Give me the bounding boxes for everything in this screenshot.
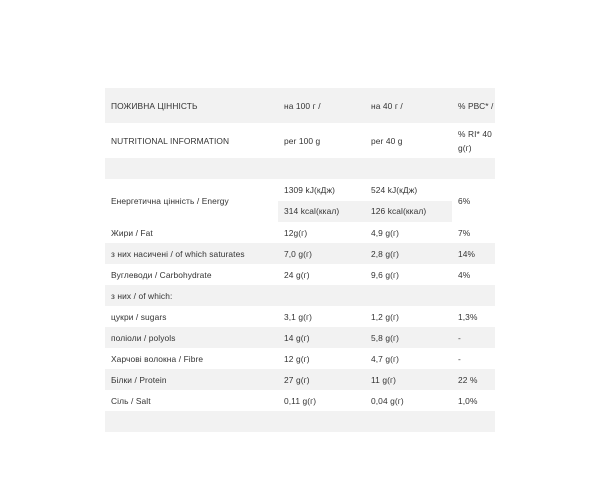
spacer-row	[105, 158, 495, 179]
row-per40: 4,9 g(г)	[371, 227, 400, 238]
header-ri-ua: % РВС* /	[458, 100, 494, 111]
row-per100: 14 g(г)	[284, 332, 310, 343]
header-per100-en: per 100 g	[284, 135, 321, 146]
row-per100	[278, 285, 365, 306]
table-row	[105, 243, 495, 264]
row-name: Харчові волокна / Fibre	[111, 353, 204, 364]
row-name: Сіль / Salt	[111, 395, 151, 406]
row-ri	[452, 285, 495, 306]
row-ri: 1,0%	[458, 395, 478, 406]
row-per100: 12g(г)	[284, 227, 308, 238]
energy-kcal-100: 314 kcal(ккал)	[278, 201, 365, 223]
energy-row	[105, 179, 495, 222]
table-row	[105, 327, 495, 348]
row-ri: 4%	[458, 269, 471, 280]
row-per40: 2,8 g(г)	[371, 248, 400, 259]
row-per100: 3,1 g(г)	[284, 311, 313, 322]
row-name: Білки / Protein	[111, 374, 167, 385]
row-per100: 0,11 g(г)	[284, 395, 317, 406]
nutrition-table	[105, 88, 495, 432]
header-per40-ua: на 40 г /	[371, 100, 403, 111]
energy-kj-40: 524 kJ(кДж)	[371, 184, 418, 195]
header-row-ua	[105, 88, 495, 123]
row-per40	[365, 285, 452, 306]
row-name: Вуглеводи / Carbohydrate	[111, 269, 212, 280]
table-row	[105, 222, 495, 243]
energy-kcal-40: 126 kcal(ккал)	[365, 201, 452, 223]
table-row	[105, 369, 495, 390]
header-ri-en: % RI* 40 g(г)	[458, 128, 492, 153]
row-per100: 24 g(г)	[284, 269, 310, 280]
row-per40: 5,8 g(г)	[371, 332, 400, 343]
table-row	[105, 306, 495, 327]
energy-kj-100: 1309 kJ(кДж)	[284, 184, 336, 195]
row-per100: 12 g(г)	[284, 353, 310, 364]
row-per40: 1,2 g(г)	[371, 311, 400, 322]
row-per40: 4,7 g(г)	[371, 353, 400, 364]
row-per40: 11 g(г)	[371, 374, 397, 385]
row-ri: 22 %	[458, 374, 478, 385]
energy-name: Енергетична цінність / Energy	[111, 195, 229, 206]
row-name: з них / of which:	[111, 290, 173, 301]
row-per40: 0,04 g(г)	[371, 395, 404, 406]
footer-spacer-row	[105, 411, 495, 432]
header-per40-en: per 40 g	[371, 135, 403, 146]
row-per100: 7,0 g(г)	[284, 248, 313, 259]
table-row	[105, 348, 495, 369]
header-row-en	[105, 123, 495, 158]
table-row	[105, 285, 495, 306]
energy-ri: 6%	[458, 195, 471, 206]
row-ri: -	[458, 353, 461, 364]
header-per100-ua: на 100 г /	[284, 100, 321, 111]
table-row	[105, 390, 495, 411]
row-name: Жири / Fat	[111, 227, 153, 238]
row-name: з них насичені / of which saturates	[111, 248, 245, 259]
row-ri: 14%	[458, 248, 476, 259]
row-name: цукри / sugars	[111, 311, 167, 322]
header-name-ua: ПОЖИВНА ЦІННІСТЬ	[111, 100, 198, 111]
row-name: поліоли / polyols	[111, 332, 176, 343]
row-per100: 27 g(г)	[284, 374, 310, 385]
row-ri: 1,3%	[458, 311, 478, 322]
header-name-en: NUTRITIONAL INFORMATION	[111, 135, 230, 146]
row-per40: 9,6 g(г)	[371, 269, 400, 280]
row-ri: -	[458, 332, 461, 343]
table-row	[105, 264, 495, 285]
row-ri: 7%	[458, 227, 471, 238]
